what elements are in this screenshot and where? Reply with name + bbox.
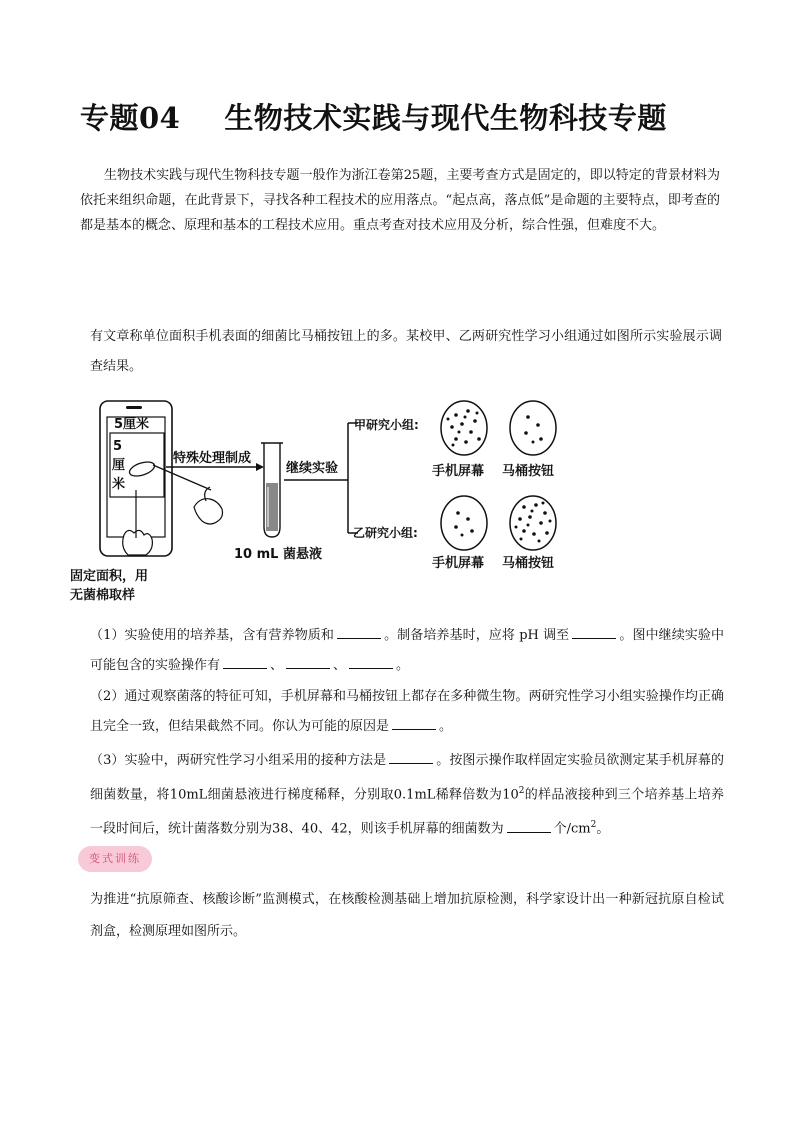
q1-text-f: 。 [396,658,410,673]
phone-height-label-1: 5 [113,439,123,454]
q3-text-d: 个/cm [553,821,591,837]
q3-superscript-1: 2 [518,786,525,796]
experiment-figure [70,395,576,610]
group-b-label: 乙研究小组: [353,526,418,540]
dish-b-toilet-label: 马桶按钮 [502,556,555,571]
q1-blank-1[interactable] [337,624,381,639]
phone-height-label-3: 米 [112,477,126,492]
page-title [80,96,740,137]
question-2 [90,682,724,742]
question-1 [90,621,724,681]
swab-label-2: 无菌棉取样 [70,588,136,603]
q1-text-e: 、 [333,658,347,673]
q1-blank-3[interactable] [223,654,267,669]
question-lead: 有文章称单位面积手机表面的细菌比马桶按钮上的多。某校甲、乙两研究性学习小组通过如图所示实验展示调查结果。 [90,329,722,374]
q2-blank-1[interactable] [392,715,436,730]
q1-text-a: （1）实验使用的培养基，含有营养物质和 [90,628,334,643]
continue-exp-label: 继续实验 [286,461,339,476]
title-main: 生物技术实践与现代生物科技专题 [224,101,667,135]
swab-label-1: 固定面积，用 [70,569,149,584]
q3-superscript-2: 2 [590,820,597,831]
group-a-label: 甲研究小组: [354,418,419,432]
question-3 [90,746,724,845]
dish-a-toilet-label: 马桶按钮 [502,464,555,479]
q3-blank-1[interactable] [389,749,433,764]
dish-a-toilet [510,401,556,455]
q3-text-e: 。 [596,821,610,837]
phone-width-label: 5厘米 [114,417,150,432]
q1-text-b: 。制备培养基时，应将 pH 调至 [383,628,570,643]
special-process-label: 特殊处理制成 [173,451,252,466]
q1-blank-2[interactable] [572,624,616,639]
q3-blank-2[interactable] [507,818,551,833]
q2-text-a: （2）通过观察菌落的特征可知，手机屏幕和马桶按钮上都存在多种微生物。两研究性学习小组实验操作均正确且完全一致，但结果截然不同。你认为可能的原因是 [90,689,724,734]
q1-blank-5[interactable] [349,654,393,669]
variant-question: 为推进“抗原筛查、核酸诊断”监测模式，在核酸检测基础上增加抗原检测，科学家设计出一种新冠抗原自检试剂盒，检测原理如图所示。 [90,892,724,939]
q3-text-a: （3）实验中，两研究性学习小组采用的接种方法是 [90,753,387,768]
q3-text-b: 。按图示操作取样固定实验员欲测定某手机屏幕的细菌数量，将10mL细菌悬液进行梯度稀释，分别取0.1mL稀释倍数为10 [90,753,724,803]
dish-b-toilet [510,496,556,550]
dish-b-screen [441,496,487,550]
phone-height-label-2: 厘 [112,458,126,473]
intro-paragraph: 生物技术实践与现代生物科技专题一般作为浙江卷第25题，主要考查方式是固定的，即以特定的背景材料为依托来组织命题，在此背景下，寻找各种工程技术的应用落点。“起点高，落点低”是命题的主要特点，即考查的都是基本的概念、原理和基本的工程技术应用。重点考查对技术应用及分析，综合性强，但难度不大。 [80,168,720,233]
q3-text-c: 的样品液接种到三个培养基上培养一段时间后，统计菌落数分别为38、40、42，则该手机屏幕的细菌数为 [90,787,724,837]
test-tube [261,443,283,537]
suspension-label: 10 mL 菌悬液 [234,547,322,562]
q2-text-b: 。 [439,719,453,734]
q1-text-d: 、 [270,658,284,673]
title-prefix: 专题04 [80,101,181,135]
q1-text-c: 。图中继续实验中可能包含的实验操作有 [90,628,724,673]
q1-blank-4[interactable] [286,654,330,669]
dish-b-screen-label: 手机屏幕 [432,556,485,571]
dish-a-screen-label: 手机屏幕 [432,464,485,479]
dish-a-screen [441,401,487,455]
variant-training-badge: 变式训练 [78,846,152,872]
